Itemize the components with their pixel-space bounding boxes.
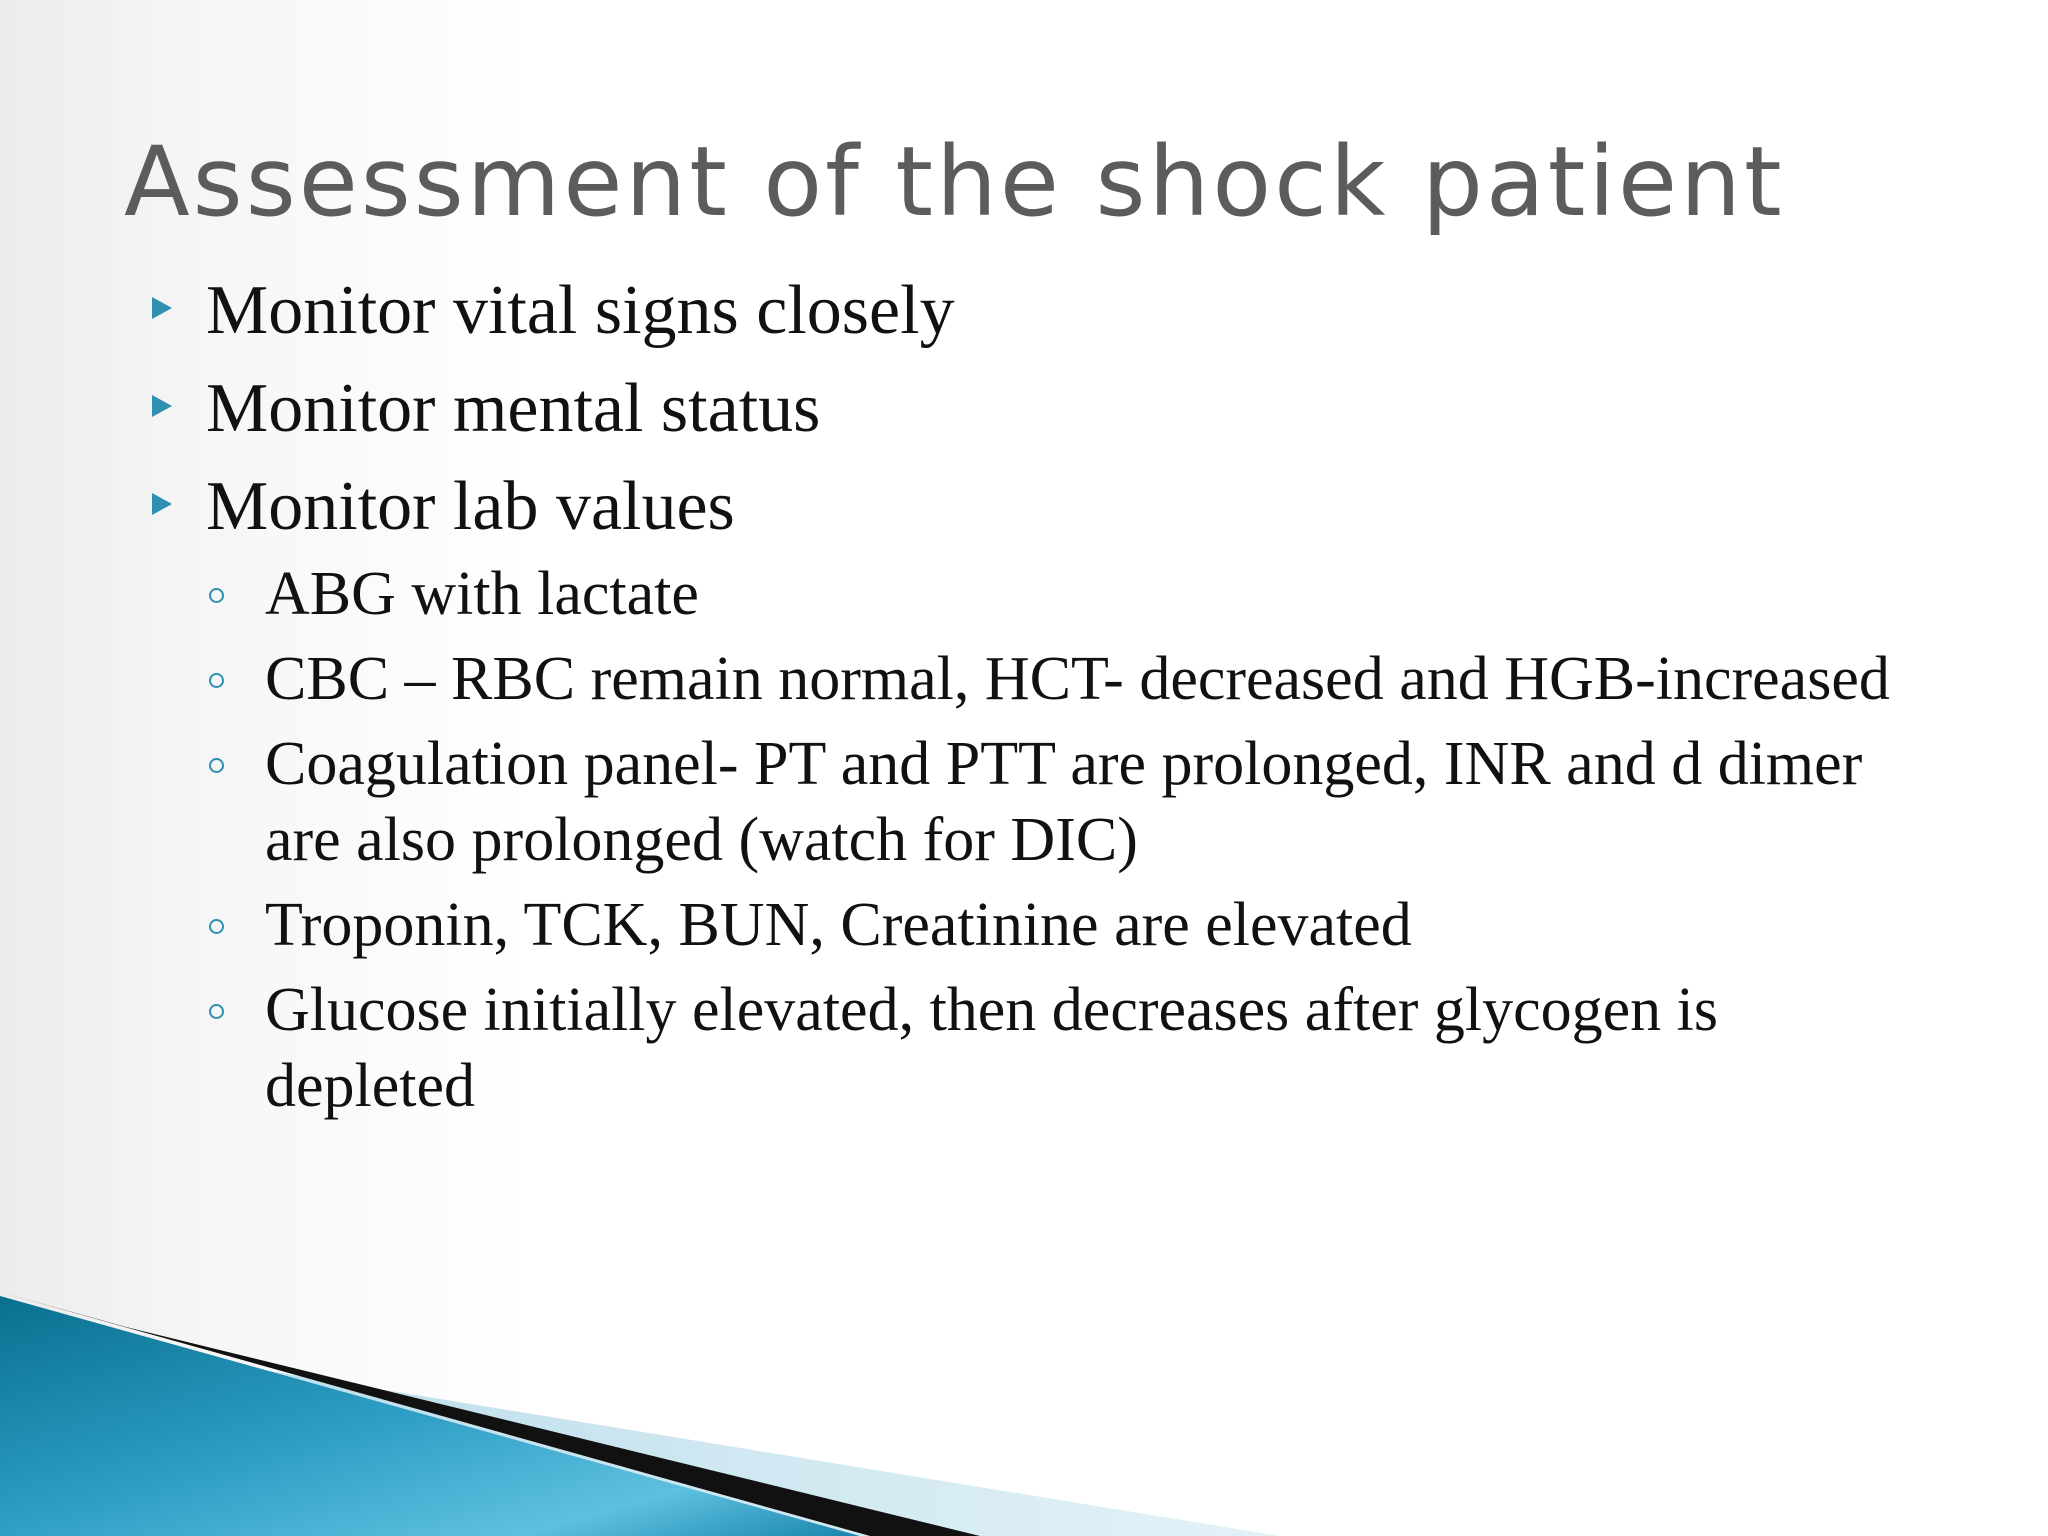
blue-swoosh (0, 1296, 860, 1536)
sub-bullet-item (206, 887, 1905, 963)
triangle-bullet-icon (152, 395, 172, 417)
bullet-item (150, 458, 1950, 556)
sub-bullet-item (206, 556, 1905, 632)
bullet-text: Monitor vital signs closely (206, 272, 955, 349)
sub-bullet-item (206, 726, 1905, 878)
sub-bullet-item (206, 972, 1905, 1124)
ring-bullet-icon (209, 588, 224, 603)
ring-bullet-icon (209, 919, 224, 934)
ring-bullet-icon (209, 758, 224, 773)
slide-title: Assessment of the shock patient (124, 126, 1785, 238)
bullet-text: Monitor mental status (206, 370, 821, 447)
ring-bullet-icon (209, 1004, 224, 1019)
sub-bullet-item (206, 641, 1905, 717)
bullet-list (150, 262, 1950, 1124)
triangle-bullet-icon (152, 493, 172, 515)
sub-bullet-text: CBC – RBC remain normal, HCT- decreased and HGB-increased (265, 645, 1890, 713)
triangle-bullet-icon (152, 297, 172, 319)
ring-bullet-icon (209, 673, 224, 688)
bullet-item (150, 262, 1950, 360)
bullet-item (150, 360, 1950, 458)
sub-bullet-text: Troponin, TCK, BUN, Creatinine are elevated (265, 891, 1412, 959)
sub-bullet-text: Glucose initially elevated, then decreases after glycogen is depleted (265, 976, 1718, 1120)
sub-bullet-text: Coagulation panel- PT and PTT are prolonged, INR and d dimer are also prolonged (watch for DIC) (265, 730, 1863, 874)
bullet-text: Monitor lab values (206, 468, 735, 545)
sub-bullet-text: ABG with lactate (265, 560, 699, 628)
